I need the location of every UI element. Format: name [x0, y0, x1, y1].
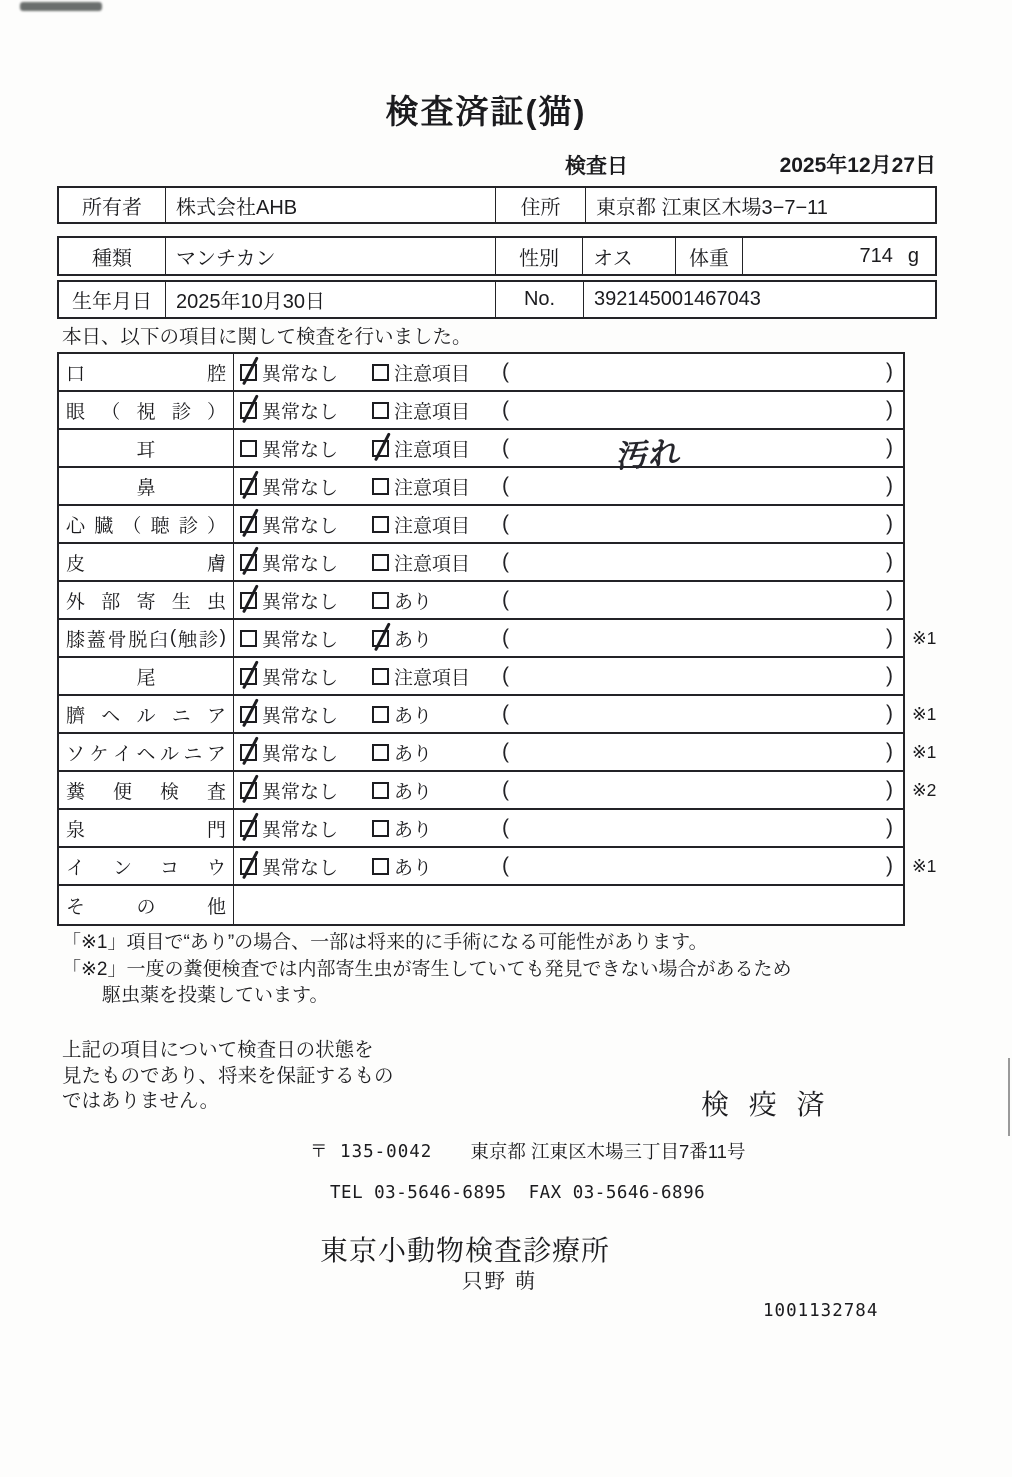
checkbox-icon: [372, 554, 389, 571]
remark-paren-open: (: [502, 702, 509, 725]
inspection-date-label: 検査日: [565, 155, 628, 178]
page-title: 検査済証(猫): [385, 93, 587, 130]
remark-paren-close: ): [886, 702, 893, 725]
exam-item-label: 糞 便 検 査: [59, 772, 234, 808]
option-label: あり: [394, 819, 433, 841]
disclaimer-line-1: 上記の項目について検査日の状態を: [62, 1039, 374, 1061]
exam-row: [59, 506, 903, 544]
checkbox-checked-icon: [372, 630, 389, 647]
quarantine-passed-stamp: 検 疫 済: [701, 1089, 831, 1120]
option-label: 異常なし: [262, 743, 339, 765]
remark-paren-close: ): [886, 398, 893, 421]
option-label: 注意項目: [394, 515, 471, 537]
remark-paren-close: ): [886, 512, 893, 535]
remark-paren-close: ): [886, 474, 893, 497]
remark-paren-open: (: [502, 664, 509, 687]
footnote-ref: ※1: [912, 741, 937, 762]
number-value: 392145001467043: [594, 288, 761, 310]
option-no-abnormality: [240, 739, 372, 766]
option-label: 注意項目: [394, 477, 471, 499]
birthdate-value: 2025年10月30日: [166, 282, 496, 317]
footnote-2-continued: 駆虫薬を投薬しています。: [102, 985, 329, 1006]
exam-row: [59, 734, 937, 772]
disclaimer-line-3: ではありません。: [62, 1090, 220, 1112]
option-label: 異常なし: [262, 439, 339, 461]
option-label: 異常なし: [262, 401, 339, 423]
option-finding: [372, 625, 502, 652]
remark-paren-close: ): [886, 588, 893, 611]
option-no-abnormality: [240, 663, 372, 690]
option-no-abnormality: [240, 701, 372, 728]
exam-row-result: [234, 810, 903, 846]
checkbox-icon: [372, 516, 389, 533]
veterinarian-name: 只野 萌: [462, 1270, 538, 1293]
option-no-abnormality: [240, 511, 372, 538]
remark-paren-close: ): [886, 816, 893, 839]
remark-paren-close: ): [886, 778, 893, 801]
option-label: 注意項目: [394, 363, 471, 385]
checkbox-checked-icon: [240, 478, 257, 495]
weight-value-cell: [743, 238, 935, 274]
remark-paren-open: (: [502, 436, 509, 459]
tel-number: TEL 03-5646-6895: [330, 1183, 507, 1203]
option-finding: [372, 587, 502, 614]
checkbox-icon: [372, 820, 389, 837]
remark-paren-open: (: [502, 512, 509, 535]
clinic-address: 東京都 江東区木場三丁目7番11号: [470, 1141, 746, 1162]
checkbox-icon: [372, 402, 389, 419]
remark-paren-close: ): [886, 360, 893, 383]
remark-paren-open: (: [502, 550, 509, 573]
exam-item-label: 膝 蓋 骨 脱 臼 ( 触 診 ): [59, 620, 234, 656]
checkbox-checked-icon: [240, 858, 257, 875]
exam-row-result: [234, 658, 903, 694]
exam-item-label: 尾: [59, 658, 234, 694]
number-label: No.: [496, 282, 584, 317]
owner-label: 所有者: [59, 188, 166, 222]
option-label: あり: [394, 591, 433, 613]
option-finding: [372, 549, 502, 576]
sex-value: オス: [583, 238, 676, 274]
exam-row: [59, 582, 903, 620]
breed-value: マンチカン: [166, 238, 496, 274]
option-finding: [372, 359, 502, 386]
exam-row: [59, 468, 903, 506]
checkbox-icon: [372, 668, 389, 685]
address-value: 東京都 江東区木場3−7−11: [596, 196, 828, 219]
pet-info-table-row2: [57, 280, 937, 319]
checkbox-checked-icon: [240, 516, 257, 533]
exam-item-label: 皮 膚: [59, 544, 234, 580]
remark-paren-close: ): [886, 436, 893, 459]
clinic-name: 東京小動物検査診療所: [320, 1235, 611, 1266]
option-label: 異常なし: [262, 819, 339, 841]
checkbox-checked-icon: [240, 744, 257, 761]
exam-row: [59, 544, 903, 582]
exam-row: [59, 848, 937, 886]
option-finding: [372, 397, 502, 424]
exam-row-result: [234, 430, 903, 474]
option-finding: [372, 739, 502, 766]
sex-label: 性別: [496, 238, 583, 274]
exam-row-result: [234, 772, 903, 808]
remark-paren-open: (: [502, 778, 509, 801]
option-finding: [372, 473, 502, 500]
option-no-abnormality: [240, 359, 372, 386]
exam-row-result: [234, 886, 903, 924]
exam-item-label: 耳: [59, 430, 234, 466]
serial-number: 1001132784: [763, 1301, 879, 1321]
option-no-abnormality: [240, 625, 372, 652]
scan-artifact-smudge: [20, 2, 102, 11]
remark-paren-open: (: [502, 854, 509, 877]
exam-row-result: [234, 734, 903, 770]
exam-row: [59, 620, 937, 658]
footnote-ref: ※1: [912, 627, 937, 648]
option-no-abnormality: [240, 397, 372, 424]
remark-paren-close: ): [886, 854, 893, 877]
option-label: 異常なし: [262, 781, 339, 803]
option-label: 異常なし: [262, 515, 339, 537]
address-label: 住所: [496, 188, 586, 222]
exam-item-label: 鼻: [59, 468, 234, 504]
exam-row-result: [234, 506, 903, 542]
option-label: 異常なし: [262, 477, 339, 499]
option-label: 注意項目: [394, 553, 471, 575]
exam-row-result: [234, 848, 903, 884]
exam-row-result: [234, 392, 903, 428]
scan-artifact-edge: [1008, 1058, 1010, 1136]
option-label: 注意項目: [394, 401, 471, 423]
exam-row-result: [234, 582, 903, 618]
exam-row-result: [234, 354, 903, 390]
footnotes: [62, 930, 792, 1010]
exam-row: [59, 772, 937, 810]
checkbox-checked-icon: [240, 592, 257, 609]
remark-paren-close: ): [886, 740, 893, 763]
option-label: 異常なし: [262, 705, 339, 727]
weight-value: 714: [859, 244, 893, 267]
handwritten-remark: 汚れ: [615, 434, 683, 474]
option-finding: [372, 435, 502, 462]
checkbox-icon: [372, 592, 389, 609]
postal-code: 〒 135-0042: [310, 1142, 433, 1162]
checkbox-icon: [372, 858, 389, 875]
exam-row: [59, 810, 903, 848]
fax-number: FAX 03-5646-6896: [528, 1183, 706, 1203]
option-label: 注意項目: [394, 667, 471, 689]
exam-item-label: 外 部 寄 生 虫: [59, 582, 234, 618]
checkbox-icon: [372, 744, 389, 761]
exam-item-label: 眼 （ 視 診 ）: [59, 392, 234, 428]
option-no-abnormality: [240, 587, 372, 614]
disclaimer-line-2: 見たものであり、将来を保証するもの: [62, 1064, 394, 1087]
option-label: あり: [394, 743, 433, 765]
option-no-abnormality: [240, 473, 372, 500]
option-no-abnormality: [240, 435, 372, 462]
footnote-ref: ※2: [912, 779, 937, 800]
checkbox-checked-icon: [240, 554, 257, 571]
option-label: 異常なし: [262, 363, 339, 385]
checkbox-checked-icon: [240, 668, 257, 685]
exam-row: [59, 886, 903, 924]
breed-label: 種類: [59, 238, 166, 274]
option-no-abnormality: [240, 853, 372, 880]
remark-paren-close: ): [886, 664, 893, 687]
remark-paren-open: (: [502, 626, 509, 649]
option-finding: [372, 701, 502, 728]
exam-row: [59, 392, 903, 430]
exam-row-result: [234, 544, 903, 580]
owner-table: [57, 186, 937, 224]
pet-info-table-row1: [57, 236, 937, 276]
intro-text: 本日、以下の項目に関して検査を行いました。: [62, 326, 472, 348]
option-finding: [372, 853, 502, 880]
option-no-abnormality: [240, 777, 372, 804]
option-no-abnormality: [240, 815, 372, 842]
footnote-ref: ※1: [912, 855, 937, 876]
exam-item-label: ソ ケ イ ヘ ル ニ ア: [59, 734, 234, 770]
remark-paren-open: (: [502, 360, 509, 383]
checkbox-icon: [240, 630, 257, 647]
option-label: あり: [394, 781, 433, 803]
clinic-postal-line: [310, 1138, 745, 1164]
option-finding: [372, 511, 502, 538]
remark-paren-close: ): [886, 626, 893, 649]
checkbox-checked-icon: [372, 440, 389, 457]
exam-item-label: 口 腔: [59, 354, 234, 390]
checkbox-checked-icon: [240, 364, 257, 381]
birthdate-label: 生年月日: [59, 282, 166, 317]
footnote-2: 「※2」一度の糞便検査では内部寄生虫が寄生していても発見できない場合があるため: [62, 958, 792, 980]
exam-item-label: 心 臓 （ 聴 診 ）: [59, 506, 234, 542]
checkbox-checked-icon: [240, 820, 257, 837]
exam-row: [59, 696, 937, 734]
option-label: 異常なし: [262, 667, 339, 689]
checkbox-icon: [372, 478, 389, 495]
option-label: あり: [394, 629, 433, 651]
option-finding: [372, 815, 502, 842]
disclaimer: [62, 1038, 394, 1115]
exam-row: [59, 658, 903, 696]
exam-results-table: [57, 352, 937, 926]
exam-item-label: そ の 他: [59, 886, 234, 924]
exam-row-result: [234, 620, 903, 656]
checkbox-checked-icon: [240, 782, 257, 799]
remark-value: [509, 426, 886, 474]
weight-label: 体重: [676, 238, 743, 274]
exam-item-label: 臍 ヘ ル ニ ア: [59, 696, 234, 732]
option-label: あり: [394, 705, 433, 727]
option-label: 異常なし: [262, 857, 339, 879]
exam-row: [59, 430, 903, 474]
owner-value: 株式会社AHB: [166, 188, 496, 222]
remark-paren-open: (: [502, 740, 509, 763]
remark-paren-open: (: [502, 398, 509, 421]
remark-paren-open: (: [502, 588, 509, 611]
exam-row-result: [234, 468, 903, 504]
option-finding: [372, 663, 502, 690]
option-no-abnormality: [240, 549, 372, 576]
option-label: 異常なし: [262, 553, 339, 575]
checkbox-icon: [372, 782, 389, 799]
checkbox-icon: [372, 706, 389, 723]
inspection-date-value: 2025年12月27日: [779, 154, 936, 177]
exam-row-result: [234, 696, 903, 732]
remark-paren-close: ): [886, 550, 893, 573]
checkbox-icon: [240, 440, 257, 457]
option-finding: [372, 777, 502, 804]
option-label: 異常なし: [262, 591, 339, 613]
option-label: 異常なし: [262, 629, 339, 651]
option-label: あり: [394, 857, 433, 879]
remark-paren-open: (: [502, 816, 509, 839]
checkbox-checked-icon: [240, 706, 257, 723]
footnote-ref: ※1: [912, 703, 937, 724]
clinic-tel-line: [330, 1183, 705, 1203]
exam-item-label: 泉 門: [59, 810, 234, 846]
exam-item-label: イ ン コ ウ: [59, 848, 234, 884]
checkbox-icon: [372, 364, 389, 381]
remark-paren-open: (: [502, 474, 509, 497]
weight-unit: g: [907, 244, 919, 267]
option-label: 注意項目: [394, 439, 471, 461]
checkbox-checked-icon: [240, 402, 257, 419]
footnote-1: 「※1」項目で“あり”の場合、一部は将来的に手術になる可能性があります。: [62, 932, 708, 953]
exam-row: [59, 354, 903, 392]
